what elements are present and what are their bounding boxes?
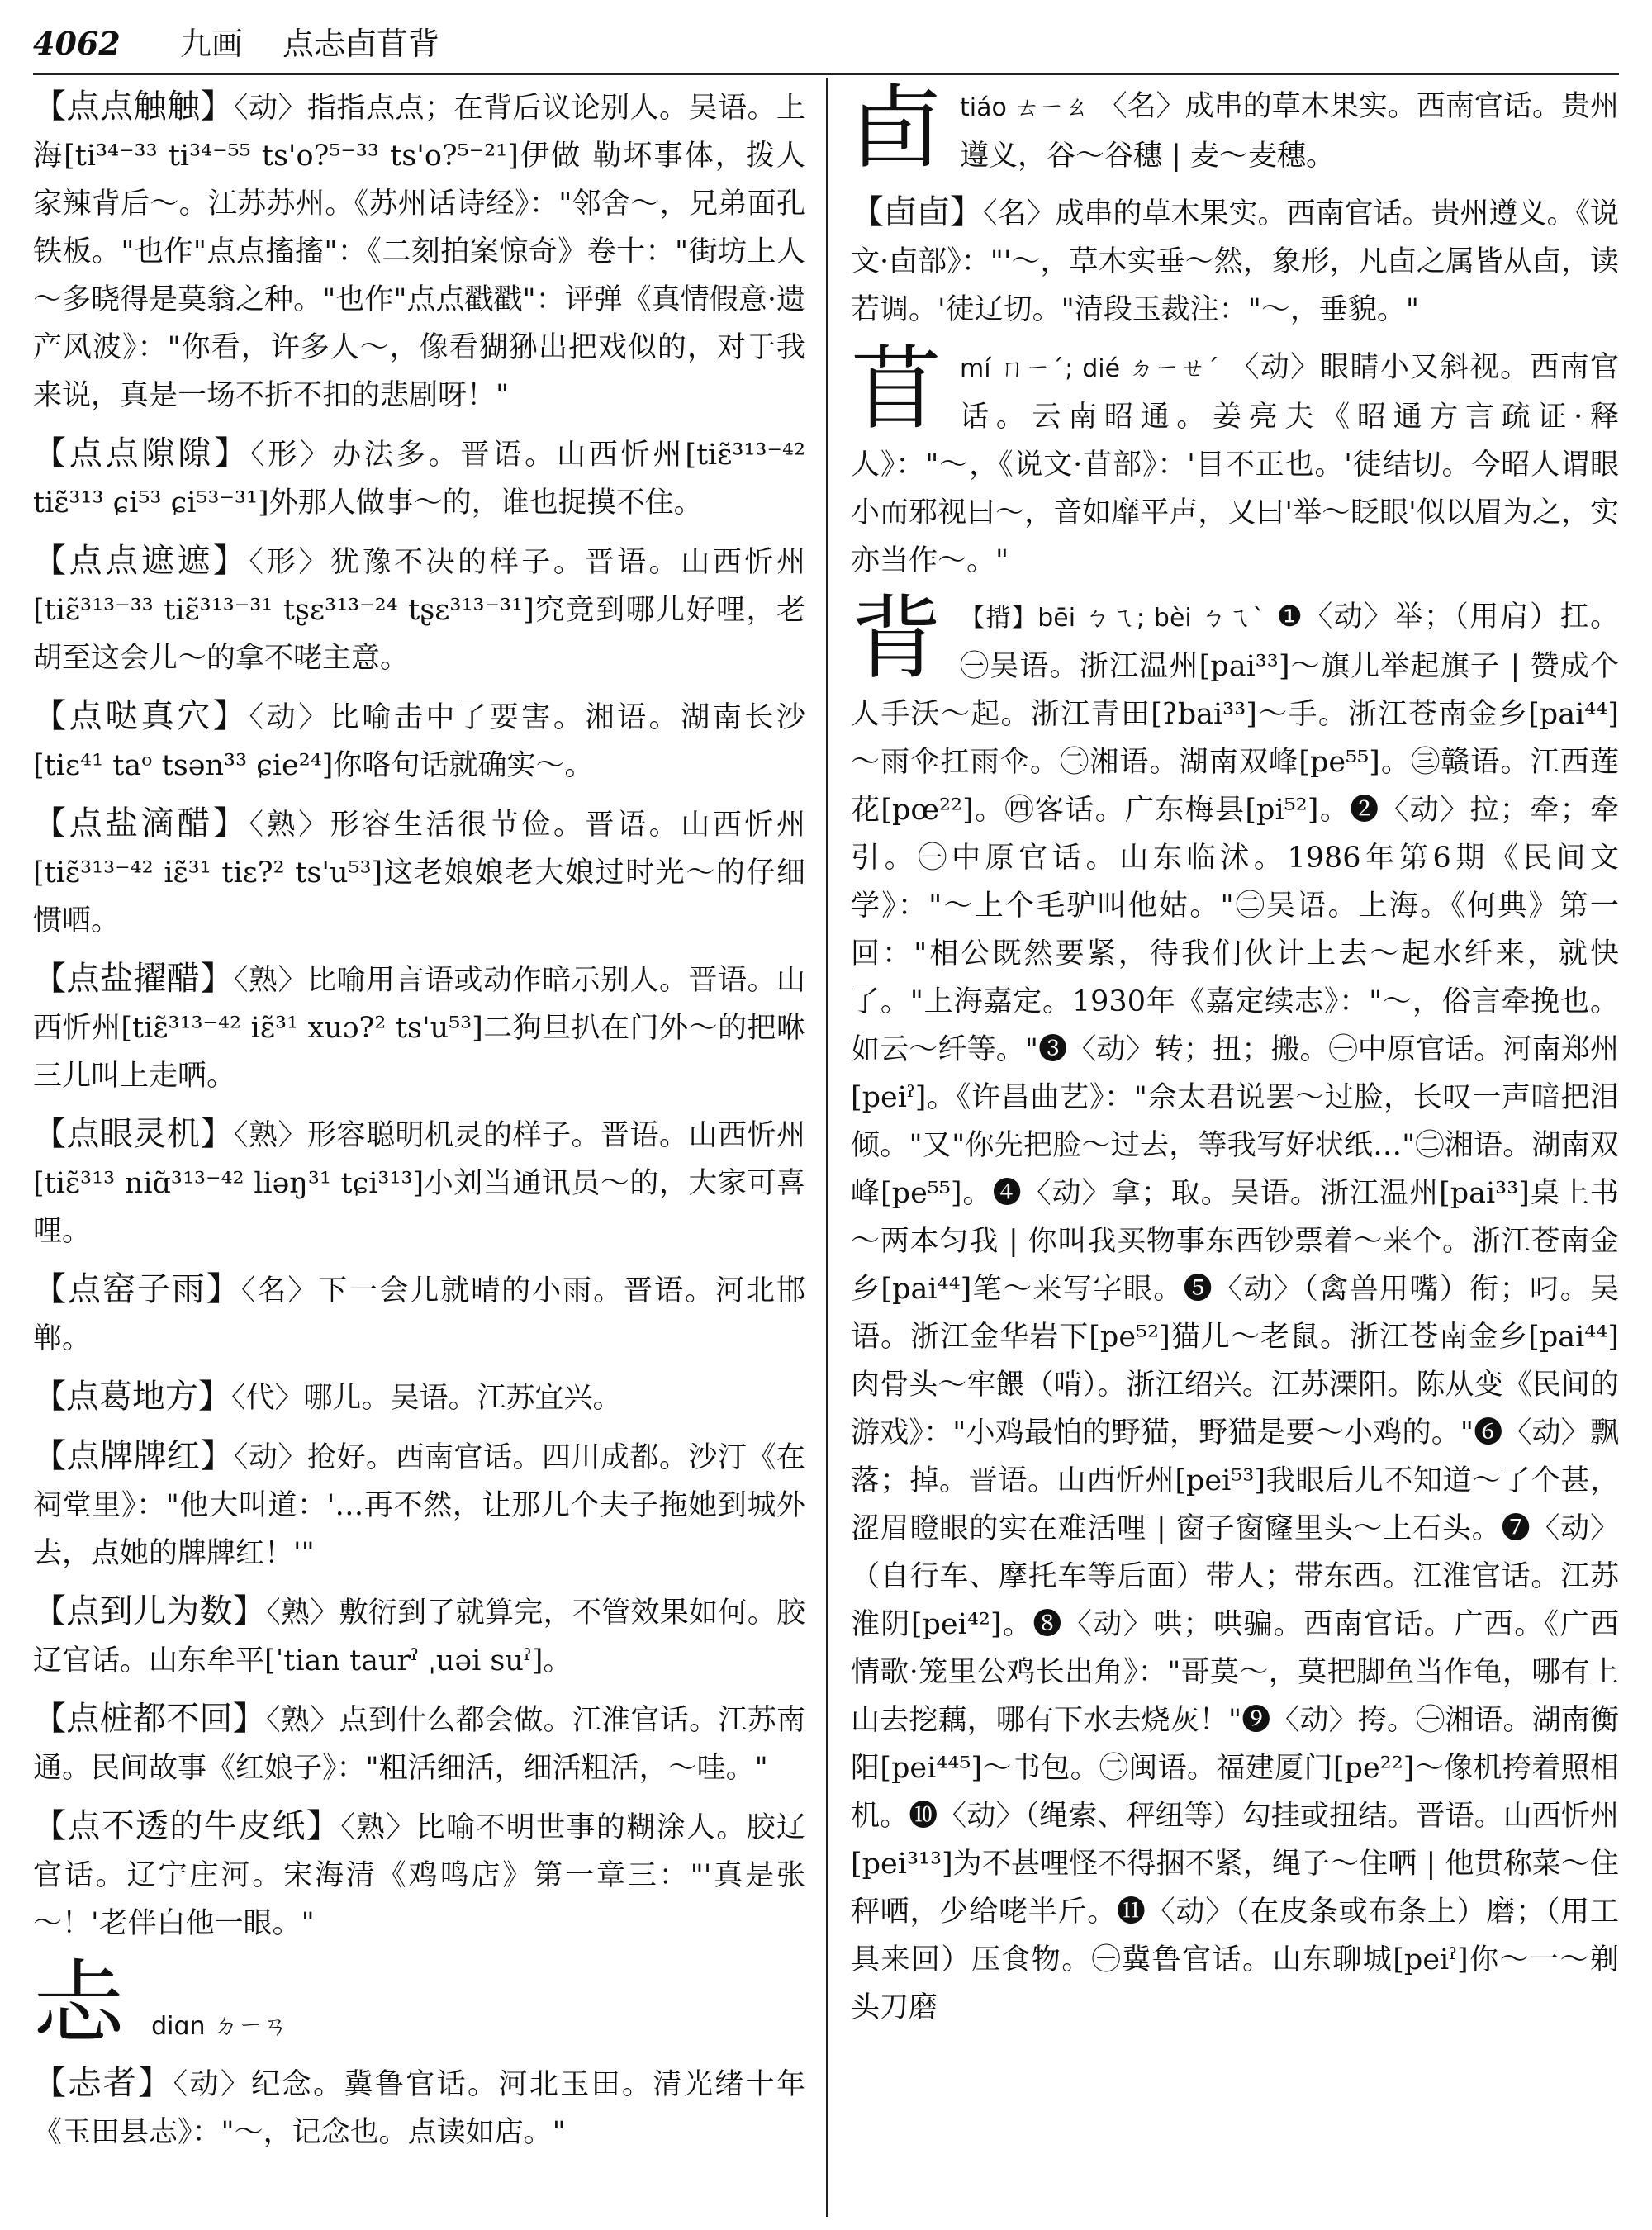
entry-text: 〈动〉抢好。西南官话。四川成都。沙汀《在祠堂里》："他大叫道：'…再不然，让那儿个夫子拖她到城外去，点她的牌牌红！'" xyxy=(33,1441,805,1570)
entry-headword: 【点不透的牛皮纸】 xyxy=(33,1807,341,1845)
dict-entry xyxy=(33,2059,805,2156)
column-divider xyxy=(826,78,828,2217)
entry-text: 〈熟〉形容聪明机灵的样子。晋语。山西忻州[tiɛ̃³¹³ niɑ̃³¹³⁻⁴² liəŋ³¹ tɕi³¹³]小刘当通讯员～的，大家可喜哩。 xyxy=(33,1119,805,1248)
dict-entry xyxy=(33,537,805,682)
entry-text: 〈形〉犹豫不决的样子。晋语。山西忻州[tiɛ̃³¹³⁻³³ tiɛ̃³¹³⁻³¹ tʂɛ³¹³⁻²⁴ tʂɛ³¹³⁻³¹]究竟到哪儿好哩，老胡至这会儿～的拿不咾主意。 xyxy=(33,546,805,675)
entry-text: 〈动〉比喻击中了要害。湘语。湖南长沙[tiɛ⁴¹ taᵒ tsən³³ ɕie²⁴]你咯句话就确实～。 xyxy=(33,701,805,782)
entry-headword: 【卣卣】 xyxy=(851,193,983,231)
entry-text: ❶〈动〉举；（用肩）扛。㊀吴语。浙江温州[pai³³]～旗儿举起旗子 | 赞成个人手沃～起。浙江青田[ʔbai³³]～手。浙江苍南金乡[pai⁴⁴]～雨伞扛雨伞。㊁湘语。湖南双峰[pe⁵⁵]。㊂赣语。江西莲花[pœ²²]。㊃客话。广东梅县[pi⁵²]。❷〈动〉拉；牵；牵引。㊀中原官话。山东临沭。1986年第6期《民间文学》："～上个毛驴叫他姑。"㊁吴语。上海。《何典》第一回："相公既然要紧，待我们伙计上去～起水纤来，就快了。"上海嘉定。1930年《嘉定续志》："～，俗言牵挽也。如云～纤等。"❸〈动〉转；扭；搬。㊀中原官话。河南郑州[peiˀ]。《许昌曲艺》："佘太君说罢～过脸，长叹一声暗把泪倾。"又"你先把脸～过去，等我写好状纸…"㊁湘语。湖南双峰[pe⁵⁵]。❹〈动〉拿；取。吴语。浙江温州[pai³³]桌上书～两本匀我 | 你叫我买物事东西钞票着～来个。浙江苍南金乡[pai⁴⁴]笔～来写字眼。❺〈动〉（禽兽用嘴）衔；叼。吴语。浙江金华岩下[pe⁵²]猫儿～老鼠。浙江苍南金乡[pai⁴⁴]肉骨头～牢餵（啃）。浙江绍兴。江苏溧阳。陈从变《民间的游戏》："小鸡最怕的野猫，野猫是要～小鸡的。"❻〈动〉飘落；掉。晋语。山西忻州[pei⁵³]我眼后儿不知道～了个甚，涩眉瞪眼的实在难活哩 | 窗子窗窿里头～上石头。❼〈动〉（自行车、摩托车等后面）带人；带东西。江淮官话。江苏淮阴[pei⁴²]。❽〈动〉哄；哄骗。西南官话。广西。《广西情歌·笼里公鸡长出角》："哥莫～，莫把脚鱼当作龟，哪有上山去挖藕，哪有下水去烧灰！"❾〈动〉挎。㊀湘语。湖南衡阳[pei⁴⁴⁵]～书包。㊁闽语。福建厦门[pe²²]～像机挎着照相机。❿〈动〉（绳索、秤纽等）勾挂或扭结。晋语。山西忻州[pei³¹³]为不甚哩怪不得捆不紧，绳子～住哂 | 他贯称菜～住秤哂，少给咾半斤。⓫〈动〉（在皮条或布条上）磨；（用工具来回）压食物。㊀冀鲁官话。山东聊城[peiˀ]你～一～剃头刀磨 xyxy=(851,600,1619,2024)
entry-text: 〈动〉指指点点；在背后议论别人。吴语。上海[ti³⁴⁻³³ ti³⁴⁻⁵⁵ ts'o?⁵⁻³³ ts'o?⁵⁻²¹]伊做 勒坏事体，拨人家辣背后～。江苏苏州。《苏州话诗经》："邻舍～，兄弟面孔铁板。"也作"点点搐搐"：《二刻拍案惊奇》卷十："街坊上人～多晓得是莫翁之种。"也作"点点戳戳"：评弹《真情假意·遗产风波》："你看，许多人～，像看猢狲出把戏似的，对于我来说，真是一场不折不扣的悲剧呀！" xyxy=(33,92,805,412)
entry-text: 〈代〉哪儿。吴语。江苏宜兴。 xyxy=(231,1382,622,1415)
entry-headword: 【点眼灵机】 xyxy=(33,1115,234,1153)
entry-headword: 【点盐滴醋】 xyxy=(33,804,249,842)
entry-headword: 【点点触触】 xyxy=(33,88,234,126)
pronunciation: tiáo ㄊㄧㄠ xyxy=(960,93,1089,122)
dict-entry xyxy=(33,799,805,945)
dict-entry xyxy=(33,83,805,420)
page-header xyxy=(33,15,1619,73)
header-chars: 点忐卣苜背 xyxy=(282,26,439,62)
pronunciation: 【揹】bēi ㄅㄟ; bèi ㄅㄟˋ xyxy=(960,604,1266,633)
head-character: 背 xyxy=(851,586,942,691)
entry-text: 〈熟〉形容生活很节俭。晋语。山西忻州[tiɛ̃³¹³⁻⁴² iɛ̃³¹ tiɛ?² ts'u⁵³]这老娘娘老大娘过时光～的仔细惯哂。 xyxy=(33,809,805,937)
head-character-entry xyxy=(851,83,1619,180)
pronunciation: diɑn ㄉㄧㄢ xyxy=(151,2012,288,2041)
entry-text: 〈名〉成串的草木果实。西南官话。贵州遵义。《说文·卣部》："'～，草木实垂～然，象形，凡卣之属皆从卣，读若调。'徒辽切。"清段玉裁注："～，垂貌。" xyxy=(851,197,1619,326)
entry-text: 〈名〉成串的草木果实。西南官话。贵州遵义，谷～谷穗 | 麦～麦穗。 xyxy=(960,90,1619,173)
entry-headword: 【点盐擢醋】 xyxy=(33,960,234,998)
entry-text: 〈熟〉比喻不明世事的糊涂人。胶辽官话。辽宁庄河。宋海清《鸡鸣店》第一章三："'真是张～！'老伴白他一眼。" xyxy=(33,1811,805,1940)
entry-text: 〈形〉办法多。晋语。山西忻州[tiɛ̃³¹³⁻⁴² tiɛ̃³¹³ ɕi⁵³ ɕi⁵³⁻³¹]外那人做事～的，谁也捉摸不住。 xyxy=(33,439,805,520)
entry-headword: 【点点隙隙】 xyxy=(33,434,251,472)
dict-entry xyxy=(33,1802,805,1948)
dict-entry xyxy=(33,1265,805,1363)
entry-headword: 【点到儿为数】 xyxy=(33,1592,267,1630)
dict-entry xyxy=(33,955,805,1100)
dict-entry xyxy=(33,1373,805,1422)
head-character: 卣 xyxy=(851,83,942,181)
right-column xyxy=(851,83,1619,2222)
head-character-entry xyxy=(33,1950,805,2056)
entry-headword: 【点点遮遮】 xyxy=(33,542,249,580)
dict-entry xyxy=(33,429,805,527)
entry-headword: 【点葛地方】 xyxy=(33,1378,231,1416)
dict-entry xyxy=(33,1432,805,1578)
head-character: 苜 xyxy=(851,336,942,442)
head-character: 忐 xyxy=(33,1950,124,2056)
entry-headword: 【点窑子雨】 xyxy=(33,1270,241,1308)
dict-entry xyxy=(33,1695,805,1792)
dict-entry xyxy=(33,692,805,790)
entry-text: 〈熟〉比喻用言语或动作暗示别人。晋语。山西忻州[tiɛ̃³¹³⁻⁴² iɛ̃³¹ xuɔ?² ts'u⁵³]二狗旦扒在门外～的把咻三儿叫上走哂。 xyxy=(33,964,805,1093)
entry-headword: 【点牌牌红】 xyxy=(33,1437,234,1475)
page-number: 4062 xyxy=(33,25,121,62)
head-character-entry xyxy=(851,336,1619,585)
entry-text: 〈动〉眼睛小又斜视。西南官话。云南昭通。姜亮夫《昭通方言疏证·释人》："～，《说文·苜部》：'目不正也。'徒结切。今昭人谓眼小而邪视曰～，音如靡平声，又曰'举～眨眼'似以眉为之，实亦当作～。" xyxy=(851,351,1619,577)
pronunciation: mí ㄇㄧˊ; dié ㄉㄧㄝˊ xyxy=(960,354,1221,383)
head-character-entry xyxy=(851,586,1619,2032)
dict-entry xyxy=(33,1587,805,1685)
entry-text: 〈熟〉点到什么都会做。江淮官话。江苏南通。民间故事《红娘子》："粗活细活，细活粗活，～哇。" xyxy=(33,1704,805,1785)
entry-headword: 【点哒真穴】 xyxy=(33,697,249,735)
left-column xyxy=(33,83,805,2222)
entry-text: 〈名〉下一会儿就晴的小雨。晋语。河北邯郸。 xyxy=(33,1274,805,1355)
entry-headword: 【点桩都不回】 xyxy=(33,1700,267,1738)
section-label: 九画 xyxy=(179,26,243,62)
entry-headword: 【忐者】 xyxy=(33,2064,173,2102)
header-rule xyxy=(33,73,1619,75)
dict-entry xyxy=(851,188,1619,334)
entry-text: 〈熟〉敷衍到了就算完，不管效果如何。胶辽官话。山东牟平[ˈtian taurˀ ˌuəi suˀ]。 xyxy=(33,1597,805,1677)
dict-entry xyxy=(33,1110,805,1255)
entry-text: 〈动〉纪念。冀鲁官话。河北玉田。清光绪十年《玉田县志》："～，记念也。点读如店。" xyxy=(33,2068,805,2149)
